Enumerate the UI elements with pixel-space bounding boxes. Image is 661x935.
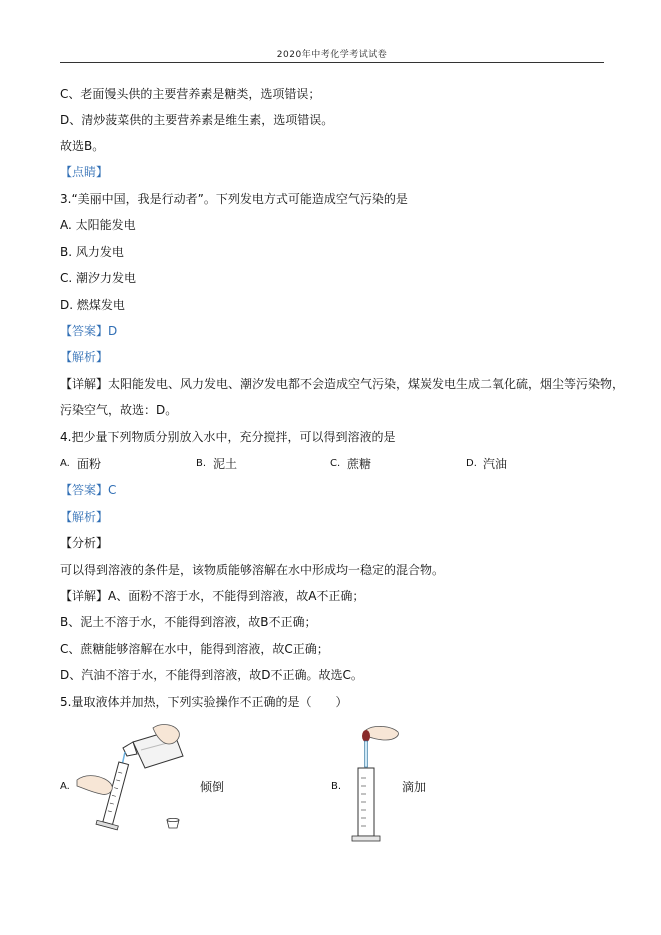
detail-line: 【详解】A、面粉不溶于水，不能得到溶液，故A不正确； bbox=[60, 589, 365, 603]
option-a: A. 太阳能发电 bbox=[60, 218, 136, 232]
detail-line: C、蔗糖能够溶解在水中，能得到溶液，故C正确； bbox=[60, 642, 329, 656]
section-tag: 【点睛】 bbox=[60, 165, 109, 179]
option-b: B. 风力发电 bbox=[60, 245, 124, 259]
q4-option-b-text: 泥土 bbox=[213, 457, 238, 471]
analysis-line: 可以得到溶液的条件是，该物质能够溶解在水中形成均一稳定的混合物。 bbox=[60, 563, 445, 577]
dropper-figure bbox=[344, 724, 404, 844]
text-line: 故选B。 bbox=[60, 139, 105, 153]
answer-tag: 【答案】D bbox=[60, 324, 118, 338]
answer-tag: 【答案】C bbox=[60, 483, 117, 497]
q4-option-c-letter: C. bbox=[330, 458, 341, 469]
q5-option-a-text: 倾倒 bbox=[200, 780, 225, 794]
option-c: C. 潮汐力发电 bbox=[60, 271, 137, 285]
text-line: D、清炒菠菜供的主要营养素是维生素，选项错误。 bbox=[60, 113, 334, 127]
q4-option-c-text: 蔗糖 bbox=[347, 457, 372, 471]
q4-option-a-text: 面粉 bbox=[77, 457, 102, 471]
option-d: D. 燃煤发电 bbox=[60, 298, 125, 312]
detail-line: D、汽油不溶于水，不能得到溶液，故D不正确。故选C。 bbox=[60, 668, 363, 682]
analysis-subtag: 【分析】 bbox=[60, 536, 109, 550]
q4-option-b-letter: B. bbox=[196, 458, 207, 469]
text-line: C、老面馒头供的主要营养素是糖类，选项错误； bbox=[60, 87, 321, 101]
header-rule bbox=[60, 62, 604, 63]
analysis-tag: 【解析】 bbox=[60, 510, 109, 524]
detail-line: 【详解】太阳能发电、风力发电、潮汐发电都不会造成空气污染，煤炭发电生成二氧化硫，烟尘等污染物， bbox=[60, 377, 625, 391]
q5-option-a-letter: A. bbox=[60, 781, 70, 792]
question-5: 5.量取液体并加热，下列实验操作不正确的是（ ） bbox=[60, 695, 348, 709]
page-header: 2020年中考化学考试试卷 bbox=[276, 50, 388, 60]
question-4: 4.把少量下列物质分别放入水中，充分搅拌，可以得到溶液的是 bbox=[60, 430, 396, 444]
detail-line: B、泥土不溶于水，不能得到溶液，故B不正确； bbox=[60, 615, 317, 629]
detail-line: 污染空气，故选：D。 bbox=[60, 403, 178, 417]
q5-option-b-letter: B. bbox=[331, 781, 342, 792]
analysis-tag: 【解析】 bbox=[60, 350, 109, 364]
question-3: 3.“美丽中国，我是行动者”。下列发电方式可能造成空气污染的是 bbox=[60, 192, 408, 206]
pouring-figure bbox=[75, 722, 195, 840]
q5-option-b-text: 滴加 bbox=[402, 780, 427, 794]
q4-option-d-text: 汽油 bbox=[483, 457, 508, 471]
q4-option-a-letter: A. bbox=[60, 458, 70, 469]
q4-option-d-letter: D. bbox=[466, 458, 477, 469]
